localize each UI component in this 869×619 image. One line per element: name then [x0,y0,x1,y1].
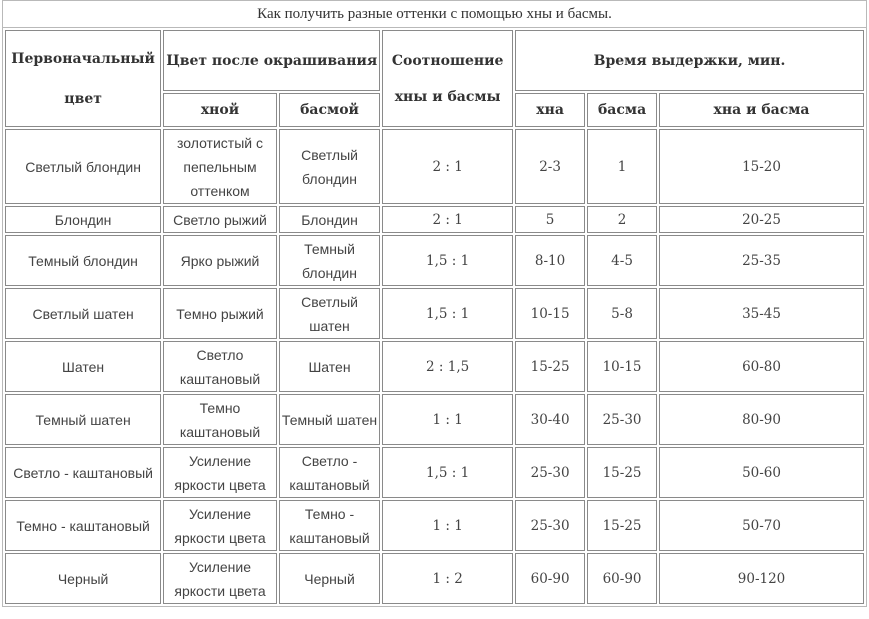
cell-basma: Черный [279,553,380,604]
cell-henna: Светло каштановый [163,341,277,392]
table-row [5,500,864,551]
cell-time-both: 90-120 [659,553,864,604]
header-ratio-line2: хны и басмы [394,88,501,105]
table-row [5,235,864,286]
cell-original: Темный блондин [5,235,161,286]
header-original-color [5,30,161,127]
cell-time-henna: 30-40 [515,394,585,445]
cell-time-basma: 15-25 [587,500,657,551]
cell-time-basma: 1 [587,129,657,204]
cell-original: Темно - каштановый [5,500,161,551]
table-row [5,447,864,498]
cell-basma: Темный шатен [279,394,380,445]
table-row [5,129,864,204]
cell-time-henna: 25-30 [515,447,585,498]
header-basma: басмой [279,93,380,127]
cell-ratio: 2 : 1 [382,129,513,204]
cell-basma: Светлый блондин [279,129,380,204]
header-color-after: Цвет после окрашивания [163,30,380,91]
header-time-both: хна и басма [659,93,864,127]
cell-time-both: 20-25 [659,206,864,233]
cell-henna: Усиление яркости цвета [163,553,277,604]
cell-time-both: 50-70 [659,500,864,551]
cell-time-basma: 2 [587,206,657,233]
cell-time-henna: 25-30 [515,500,585,551]
cell-time-both: 80-90 [659,394,864,445]
table-row [5,288,864,339]
cell-time-henna: 2-3 [515,129,585,204]
cell-henna: Усиление яркости цвета [163,500,277,551]
cell-henna: Ярко рыжий [163,235,277,286]
cell-ratio: 1 : 2 [382,553,513,604]
cell-time-basma: 10-15 [587,341,657,392]
cell-time-both: 15-20 [659,129,864,204]
cell-time-henna: 8-10 [515,235,585,286]
cell-time-henna: 60-90 [515,553,585,604]
cell-original: Черный [5,553,161,604]
cell-henna: Темно рыжий [163,288,277,339]
cell-time-basma: 5-8 [587,288,657,339]
header-ratio [382,30,513,127]
cell-henna: золотистый с пепельным оттенком [163,129,277,204]
table-caption: Как получить разные оттенки с помощью хны и басмы. [3,1,866,28]
cell-original: Светлый блондин [5,129,161,204]
cell-time-basma: 25-30 [587,394,657,445]
cell-henna: Светло рыжий [163,206,277,233]
cell-ratio: 1,5 : 1 [382,288,513,339]
table-row [5,553,864,604]
cell-original: Светло - каштановый [5,447,161,498]
header-time: Время выдержки, мин. [515,30,864,91]
table-row [5,394,864,445]
cell-basma: Темно - каштановый [279,500,380,551]
cell-original: Темный шатен [5,394,161,445]
cell-ratio: 1,5 : 1 [382,447,513,498]
cell-time-henna: 10-15 [515,288,585,339]
cell-time-basma: 4-5 [587,235,657,286]
cell-time-henna: 5 [515,206,585,233]
cell-ratio: 1 : 1 [382,394,513,445]
cell-ratio: 1,5 : 1 [382,235,513,286]
cell-original: Шатен [5,341,161,392]
cell-basma: Блондин [279,206,380,233]
cell-basma: Светлый шатен [279,288,380,339]
cell-time-basma: 15-25 [587,447,657,498]
shades-table [3,28,866,606]
header-original-line2: цвет [64,90,102,107]
table-row [5,341,864,392]
cell-time-both: 50-60 [659,447,864,498]
header-time-henna: хна [515,93,585,127]
cell-henna: Усиление яркости цвета [163,447,277,498]
header-row-1 [5,30,864,91]
henna-basma-table-block [2,0,867,607]
cell-henna: Темно каштановый [163,394,277,445]
cell-ratio: 1 : 1 [382,500,513,551]
cell-basma: Темный блондин [279,235,380,286]
header-ratio-line1: Соотношение [391,52,504,69]
header-original-line1: Первоначальный [11,50,155,67]
cell-ratio: 2 : 1 [382,206,513,233]
cell-time-both: 25-35 [659,235,864,286]
header-time-basma: басма [587,93,657,127]
cell-basma: Шатен [279,341,380,392]
cell-ratio: 2 : 1,5 [382,341,513,392]
header-henna: хной [163,93,277,127]
table-row [5,206,864,233]
cell-basma: Светло - каштановый [279,447,380,498]
cell-time-henna: 15-25 [515,341,585,392]
cell-original: Блондин [5,206,161,233]
cell-time-both: 35-45 [659,288,864,339]
cell-time-basma: 60-90 [587,553,657,604]
cell-original: Светлый шатен [5,288,161,339]
cell-time-both: 60-80 [659,341,864,392]
